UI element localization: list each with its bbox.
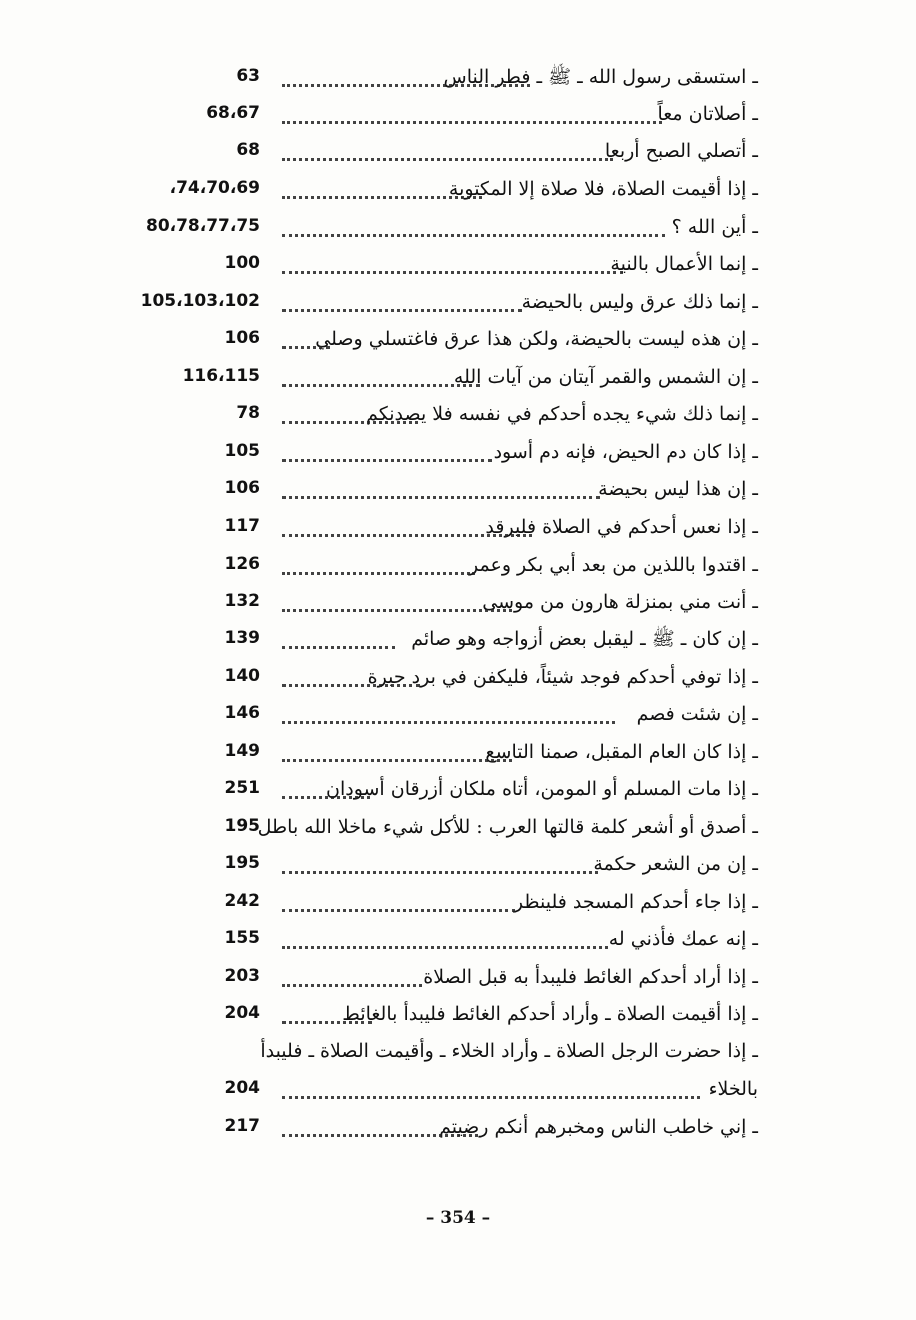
- dot-leader: [282, 144, 613, 161]
- entry-page-numbers: 242: [224, 891, 260, 911]
- entry-text: ـ إن الشمس والقمر آيتان من آيات الله: [453, 366, 758, 388]
- index-entry: [0, 922, 916, 956]
- entry-page-numbers: 155: [224, 928, 260, 948]
- entry-page-numbers: 217: [224, 1116, 260, 1136]
- index-entry: [0, 134, 916, 168]
- entry-text: ـ إنما ذلك عرق وليس بالحيضة: [521, 291, 758, 313]
- entry-text: ـ أصلاتان معاً: [657, 103, 758, 125]
- index-entry: [0, 1110, 916, 1144]
- entry-page-numbers: 195: [224, 853, 260, 873]
- index-entry: [0, 697, 916, 731]
- index-entry: [0, 1034, 916, 1068]
- entry-text: ـ إنه عمك فأذني له: [608, 928, 758, 950]
- entry-text: ـ إن كان ـ ﷺ ـ ليقبل بعض أزواجه وهو صائم: [411, 628, 758, 650]
- dot-leader: [282, 407, 418, 424]
- dot-leader: [282, 670, 420, 687]
- dot-leader: [282, 782, 370, 799]
- index-entry: [0, 322, 916, 356]
- index-entry: [0, 397, 916, 431]
- entry-text: ـ إن هذا ليس بحيضة: [598, 478, 758, 500]
- entry-text: ـ إذا أقيمت الصلاة ـ وأراد أحدكم الغائط فليبدأ بالغائط: [342, 1003, 758, 1025]
- entry-page-numbers: 106: [224, 478, 260, 498]
- index-entry: [0, 885, 916, 919]
- dot-leader: [282, 520, 532, 537]
- entry-page-numbers: 204: [224, 1078, 260, 1098]
- dot-leader: [282, 857, 598, 874]
- dot-leader: [282, 220, 665, 237]
- dot-leader: [282, 370, 480, 387]
- entry-text: ـ إذا توفي أحدكم فوجد شيئاً، فليكفن في برد حبرة: [367, 666, 758, 688]
- index-entry: [0, 997, 916, 1031]
- entry-text: ـ أين الله ؟: [671, 216, 758, 238]
- entry-page-numbers: 116،115: [182, 366, 260, 386]
- entry-page-numbers: 100: [224, 253, 260, 273]
- entry-text: ـ إذا جاء أحدكم المسجد فلينظر: [513, 891, 758, 913]
- dot-leader: [282, 182, 482, 199]
- index-entry: [0, 960, 916, 994]
- entry-page-numbers: 80،78،77،75: [145, 216, 260, 236]
- dot-leader: [282, 445, 492, 462]
- entry-text: ـ اقتدوا باللذين من بعد أبي بكر وعمر: [469, 554, 758, 576]
- dot-leader: [282, 482, 600, 499]
- dot-leader: [282, 558, 475, 575]
- index-entry: [0, 810, 916, 844]
- dot-leader: [282, 257, 623, 274]
- index-entry: [0, 210, 916, 244]
- entry-text: ـ أنت مني بمنزلة هارون من موسى: [482, 591, 758, 613]
- page-number: – 354 –: [425, 1208, 491, 1228]
- dot-leader: [282, 1120, 478, 1137]
- entry-text: ـ إنما الأعمال بالنية: [610, 253, 758, 275]
- index-entry: [0, 660, 916, 694]
- dot-leader: [282, 745, 512, 762]
- index-entry: [0, 772, 916, 806]
- dot-leader: [282, 707, 615, 724]
- entry-text: ـ إن هذه ليست بالحيضة، ولكن هذا عرق فاغتسلي وصلي: [315, 328, 758, 350]
- index-entry: [0, 510, 916, 544]
- dot-leader: [282, 595, 512, 612]
- entry-page-numbers: ،74،70،69: [169, 178, 260, 198]
- entry-page-numbers: 251: [224, 778, 260, 798]
- index-entry: [0, 585, 916, 619]
- entry-text: ـ إذا أراد أحدكم الغائط فليبدأ به قبل الصلاة: [423, 966, 758, 988]
- entry-text: ـ أصدق أو أشعر كلمة قالتها العرب : للأكل شيء ماخلا الله باطل: [257, 816, 758, 838]
- entry-page-numbers: 117: [224, 516, 260, 536]
- index-entry: [0, 60, 916, 94]
- dot-leader: [282, 70, 530, 87]
- index-entry-continuation: [0, 1072, 916, 1106]
- entry-text: ـ إن شئت فصم: [636, 703, 758, 725]
- entry-page-numbers: 106: [224, 328, 260, 348]
- dot-leader: [282, 895, 515, 912]
- entry-page-numbers: 126: [224, 554, 260, 574]
- index-entry: [0, 97, 916, 131]
- entry-text: ـ إذا كان دم الحيض، فإنه دم أسود: [493, 441, 758, 463]
- index-entry: [0, 847, 916, 881]
- index-entry: [0, 360, 916, 394]
- entry-page-numbers: 149: [224, 741, 260, 761]
- dot-leader: [282, 970, 422, 987]
- entry-text: ـ إنما ذلك شيء يجده أحدكم في نفسه فلا يصدنكم: [366, 403, 758, 425]
- dot-leader: [282, 1082, 700, 1099]
- entry-text: ـ استسقى رسول الله ـ ﷺ ـ فطر الناس: [443, 66, 758, 88]
- entry-page-numbers: 68،67: [206, 103, 260, 123]
- dot-leader: [282, 332, 330, 349]
- dot-leader: [282, 632, 395, 649]
- entry-text: ـ إذا نعس أحدكم في الصلاة فليرقد: [485, 516, 758, 538]
- entry-text: ـ أتصلي الصبح أربعا: [604, 140, 758, 162]
- dot-leader: [282, 107, 662, 124]
- index-entry: [0, 622, 916, 656]
- entry-page-numbers: 195: [224, 816, 260, 836]
- index-entry: [0, 735, 916, 769]
- entry-text: ـ إذا كان العام المقبل، صمنا التاسع: [485, 741, 758, 763]
- entry-page-numbers: 146: [224, 703, 260, 723]
- index-entry: [0, 285, 916, 319]
- entry-text: ـ إذا حضرت الرجل الصلاة ـ وأراد الخلاء ـ وأقيمت الصلاة ـ فليبدأ: [260, 1040, 758, 1062]
- entry-page-numbers: 139: [224, 628, 260, 648]
- entry-continuation-text: بالخلاء: [708, 1078, 758, 1100]
- index-entry: [0, 548, 916, 582]
- index-entry: [0, 247, 916, 281]
- entry-page-numbers: 105: [224, 441, 260, 461]
- entry-page-numbers: 140: [224, 666, 260, 686]
- index-entry: [0, 172, 916, 206]
- index-entry: [0, 472, 916, 506]
- dot-leader: [282, 1007, 372, 1024]
- entry-page-numbers: 203: [224, 966, 260, 986]
- entry-text: ـ إن من الشعر حكمة: [593, 853, 758, 875]
- entry-page-numbers: 68: [236, 140, 260, 160]
- entry-text: ـ إني خاطب الناس ومخبرهم أنكم رضيتم: [439, 1116, 758, 1138]
- dot-leader: [282, 295, 522, 312]
- entry-page-numbers: 132: [224, 591, 260, 611]
- dot-leader: [282, 932, 608, 949]
- entry-page-numbers: 105،103،102: [140, 291, 260, 311]
- entry-text: ـ إذا مات المسلم أو المومن، أتاه ملكان أزرقان أسودان: [326, 778, 758, 800]
- entry-page-numbers: 63: [236, 66, 260, 86]
- entry-page-numbers: 78: [236, 403, 260, 423]
- entry-page-numbers: 204: [224, 1003, 260, 1023]
- index-entry: [0, 435, 916, 469]
- entry-text: ـ إذا أقيمت الصلاة، فلا صلاة إلا المكتوبة: [448, 178, 758, 200]
